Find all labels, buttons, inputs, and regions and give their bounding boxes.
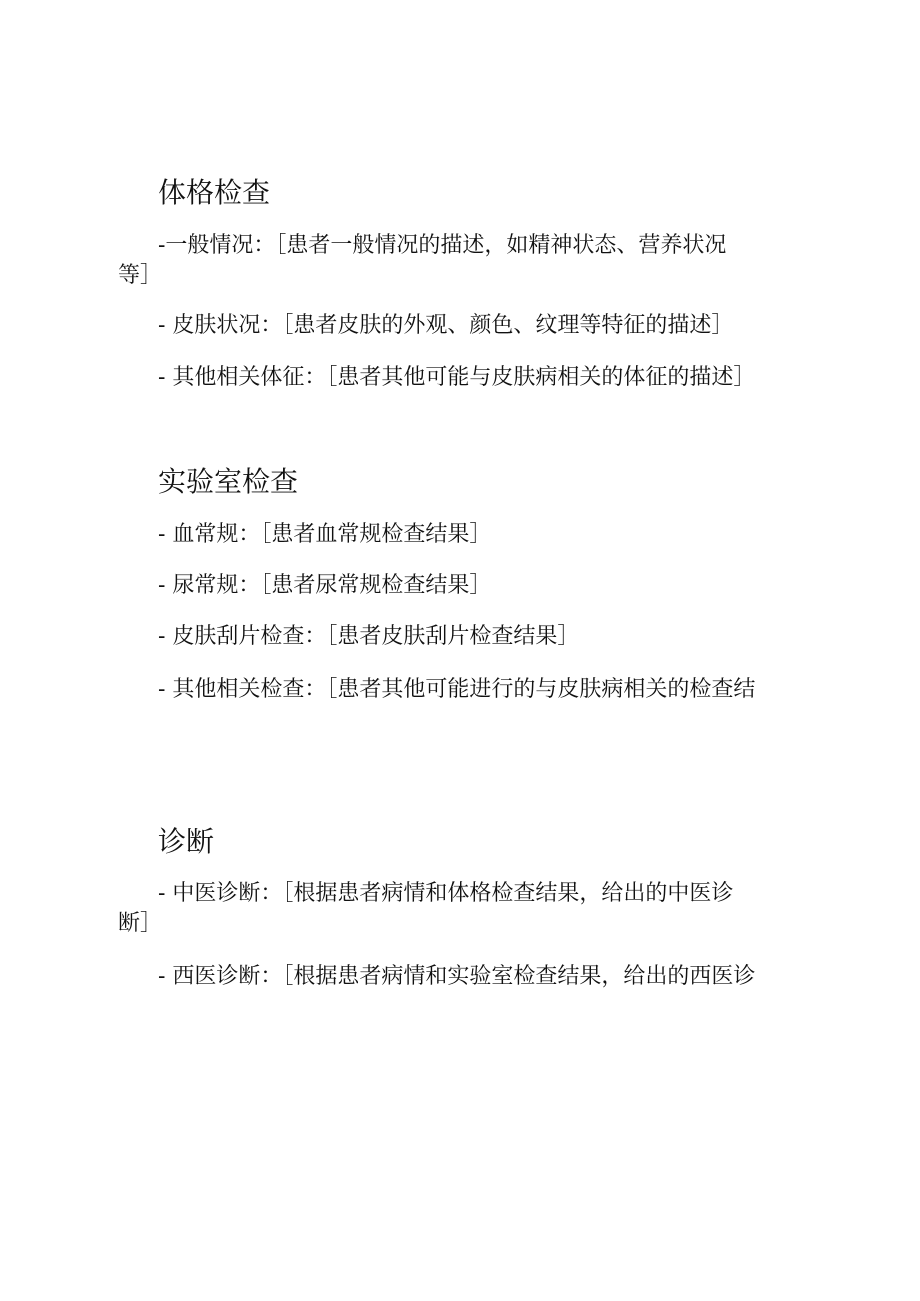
item-skin-scraping: - 皮肤刮片检查：［患者皮肤刮片检查结果］	[158, 624, 580, 649]
item-other-signs: - 其他相关体征：［患者其他可能与皮肤病相关的体征的描述］	[158, 365, 756, 390]
item-tcm-diagnosis-cont: 断］	[118, 911, 163, 936]
section-heading-lab-tests: 实验室检查	[158, 465, 299, 498]
item-other-tests: - 其他相关检查：［患者其他可能进行的与皮肤病相关的检查结	[158, 677, 756, 702]
item-western-diagnosis: - 西医诊断：［根据患者病情和实验室检查结果，给出的西医诊	[158, 964, 756, 989]
item-general-condition: -一般情况：［患者一般情况的描述，如精神状态、营养状况	[158, 233, 727, 258]
item-urine-routine: - 尿常规：［患者尿常规检查结果］	[158, 573, 492, 598]
item-tcm-diagnosis: - 中医诊断：［根据患者病情和体格检查结果，给出的中医诊	[158, 881, 734, 906]
section-heading-diagnosis: 诊断	[158, 825, 215, 858]
section-heading-physical-exam: 体格检查	[158, 176, 271, 209]
item-general-condition-cont: 等］	[118, 263, 163, 288]
item-blood-routine: - 血常规：［患者血常规检查结果］	[158, 522, 492, 547]
item-skin-condition: - 皮肤状况：［患者皮肤的外观、颜色、纹理等特征的描述］	[158, 313, 734, 338]
